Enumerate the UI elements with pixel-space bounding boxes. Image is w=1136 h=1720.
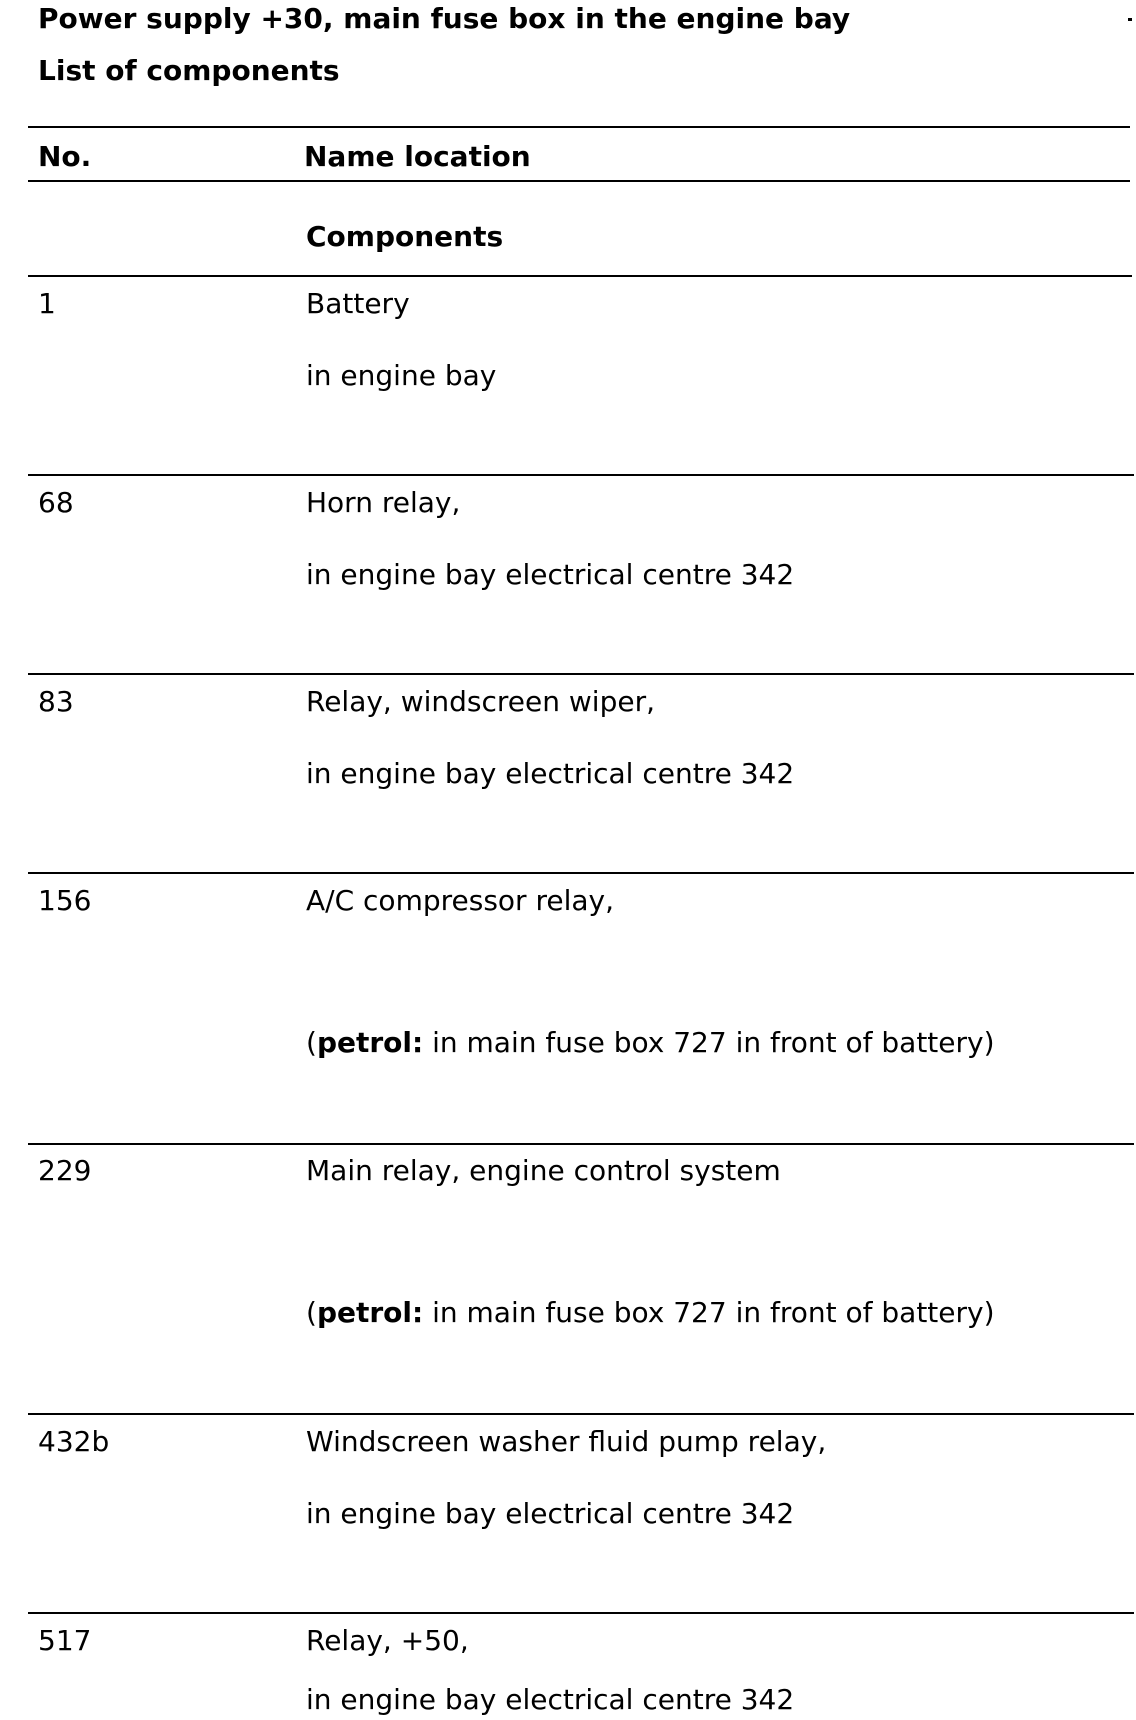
row-name: A/C compressor relay, [306, 884, 614, 917]
row-number: 68 [38, 486, 74, 519]
row-rule [28, 872, 1134, 874]
row-name: Windscreen washer fluid pump relay, [306, 1425, 827, 1458]
note-fuel-type: petrol: [316, 1296, 424, 1329]
table-top-rule [28, 126, 1130, 128]
header-bottom-rule [28, 180, 1130, 182]
row-name: Horn relay, [306, 486, 461, 519]
note-text: in main fuse box 727 in front of battery) [423, 1296, 995, 1329]
row-location: in engine bay electrical centre 342 [306, 1497, 795, 1530]
row-location: in engine bay electrical centre 342 [306, 1683, 795, 1716]
note-paren: ( [306, 1296, 317, 1329]
row-rule [28, 1612, 1134, 1614]
page-title: Power supply +30, main fuse box in the engine bay [38, 2, 851, 35]
row-location: in engine bay electrical centre 342 [306, 757, 795, 790]
row-note [306, 1027, 995, 1059]
column-header-no: No. [38, 140, 92, 173]
note-fuel-type: petrol: [316, 1026, 424, 1059]
note-paren: ( [306, 1026, 317, 1059]
row-rule [28, 1143, 1134, 1145]
row-rule [28, 673, 1134, 675]
row-name: Relay, +50, [306, 1624, 469, 1657]
section-label: Components [306, 220, 504, 253]
row-rule [28, 1413, 1134, 1415]
row-number: 83 [38, 685, 74, 718]
row-location: in engine bay electrical centre 342 [306, 558, 795, 591]
row-name: Battery [306, 287, 410, 320]
row-name: Relay, windscreen wiper, [306, 685, 656, 718]
row-number: 517 [38, 1624, 92, 1657]
row-number: 229 [38, 1154, 92, 1187]
row-location: in engine bay [306, 359, 497, 392]
note-text: in main fuse box 727 in front of battery) [423, 1026, 995, 1059]
row-number: 1 [38, 287, 56, 320]
column-header-name-location: Name location [304, 140, 531, 173]
row-note [306, 1297, 995, 1329]
row-name: Main relay, engine control system [306, 1154, 781, 1187]
section-rule [28, 275, 1132, 277]
page-subtitle: List of components [38, 54, 340, 87]
row-number: 432b [38, 1425, 110, 1458]
row-number: 156 [38, 884, 92, 917]
row-rule [28, 474, 1134, 476]
edge-mark [1128, 18, 1132, 21]
